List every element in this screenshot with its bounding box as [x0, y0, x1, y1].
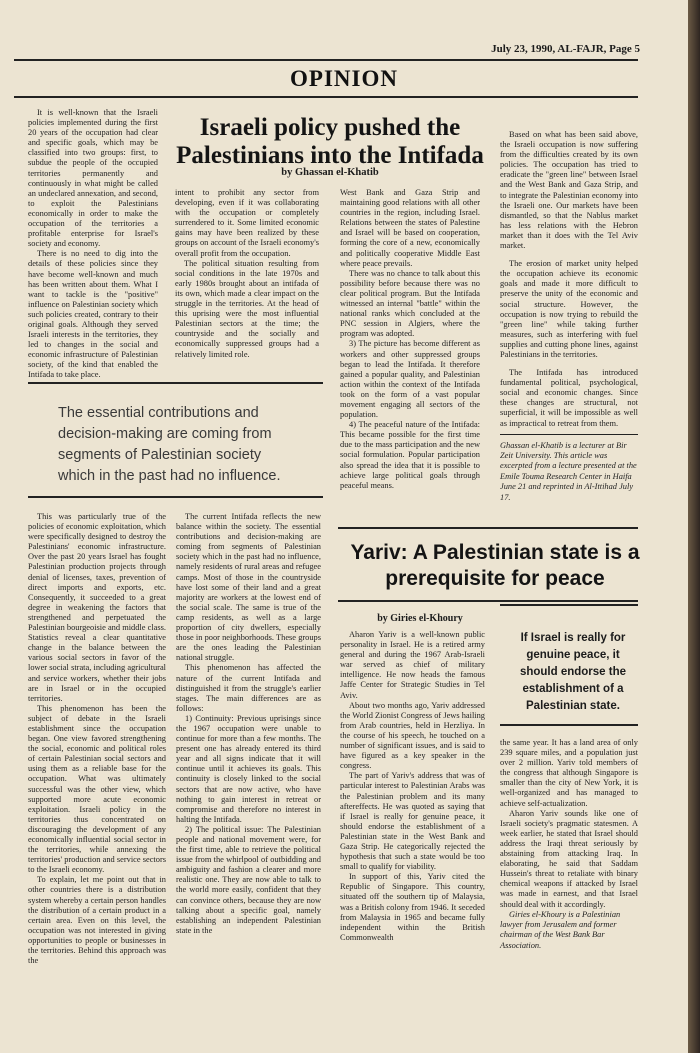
article1-byline: by Ghassan el-Khatib	[281, 167, 379, 178]
article1-column-3	[340, 188, 480, 491]
paragraph: the same year. It has a land area of only 239 square miles, and a population just over 2 million. Yariv told members of the congress that although Singapore is smaller than the city of New York, it is well-organized and has managed to achieve self-actualization.	[500, 738, 638, 808]
paragraph: The part of Yariv's address that was of particular interest to Palestinian Arabs was the Palestinian problem and its many aftereffects. He was quoted as saying that if Israel is really for genuine peace, it should endorse the establishment of a Palestinian state in the West Bank and Gaza Strip. He categorically rejected the hypothesis that such a state would be too small to qualify for viability.	[340, 771, 485, 872]
paragraph: 2) The political issue: The Palestinian people and national movement were, for the first time, able to retrieve the political issue from the whirlpool of outbidding and ambiguity and fashion a clearer and more realistic one. They are now able to talk to the world more easily, confident that they can convince others, because they are now talking about a specific goal, namely establishing an independent Palestinian state in the	[176, 824, 321, 935]
paragraph: It is well-known that the Israeli policies implemented during the first 20 years of the occupation had clear and specific goals, which may be classified into two groups: first, to subdue the people of the occupied territories permanently and continuously in what might be called an undeclared annexation, and second, to exploit the Palestinians economically in order to make the occupation of the territories a profitable enterprise for Israel's society and economy.	[28, 108, 158, 249]
article2-top-rule	[338, 527, 638, 529]
article1-lower-column-2	[176, 512, 321, 936]
article1-column-2	[175, 188, 319, 360]
header-rule	[14, 59, 638, 61]
article1-pull-quote: The essential contributions and decision-making are coming from segments of Palestinian society which in the past had no influence.	[58, 405, 281, 484]
pullquote-top-rule	[28, 382, 323, 384]
paragraph: In support of this, Yariv cited the Republic of Singapore. This country, situated off the southern tip of Malaysia, was a British colony from 1946. It seceded from Malaysia in 1965 and became fully independent within the British Commonwealth	[340, 872, 485, 942]
article1-author-bio: Ghassan el-Khatib is a lecturer at Bir Zeit University. This article was excerpted from a lecture presented at the Emile Touma Research Center in Haifa June 21 and reprinted in Al-Ittihad July 17.	[500, 440, 637, 502]
article1-column-4	[500, 130, 638, 503]
article1-headline: Israeli policy pushed the Palestinians into the Intifada	[176, 114, 484, 169]
paragraph: The current Intifada reflects the new balance within the society. The essential contributions and decision-making are coming from segments of Palestinian society which in the past had no influence, namely residents of rural areas and refugee camps. Most of those in the countryside have lost some of their land and a great majority are workers at the lowest end of the social scale. The same is true of the camp residents, as well as a large proportion of city dwellers, especially those in poor neighborhoods. These groups are the ones leading the Palestinian national struggle.	[176, 512, 321, 663]
article2-column-1	[340, 630, 485, 943]
paragraph: intent to prohibit any sector from developing, even if it was collaborating with the occupation or completely surrendered to it. Some limited economic gains may have been realized by these groups on account of the Israeli economy's overall profit from the occupation.	[175, 188, 319, 258]
pull2-top-rule	[500, 604, 638, 606]
paragraph: 4) The peaceful nature of the Intifada: This became possible for the first time due to the mass participation and the new social formulation. Popular participation also spread the idea that it is possible to achieve large political goals through peaceful means.	[340, 420, 480, 490]
article2-headline: Yariv: A Palestinian state is a prerequisite for peace	[350, 541, 640, 590]
paragraph: Aharon Yariv sounds like one of Israeli society's pragmatic statesmen. A week earlier, he stated that Israel should address the Iraqi threat seriously by abstaining from attacking Iraq. In elaborating, he said that Saddam Hussein's threat to retaliate with binary chemical weapons if attacked by Israel was made in earnest, and that Israel should deal with it accordingly.	[500, 808, 638, 909]
paragraph: This phenomenon has been the subject of debate in the Israeli establishment since the occupation began. One view favored strengthening the social, economic and political roles of certain Palestinian social sectors and using them as a reliable base for the occupation. What was ultimately successful was the other view, which supported more acute economic exploitation. Israeli policy in the territories thus concentrated on discouraging the development of any economically influential social sector in the territories, while annexing the territories' production and service sectors to the Israeli economy.	[28, 703, 166, 875]
paragraph: West Bank and Gaza Strip and maintaining good relations with all other countries in the region, including Israel. Relations between the states of Palestine and Israel will be based on cooperation, forming the core of a new, economically and politically cooperative Middle East where peace prevails.	[340, 188, 480, 268]
paragraph: The Intifada has introduced fundamental political, psychological, social and economic changes. Since these changes are structural, not superficial, it will be impossible as well as impractical to retreat from them.	[500, 368, 638, 428]
paragraph: Based on what has been said above, the Israeli occupation is now suffering from the difficulties created by its own policies. The occupation has tried to eradicate the "green line" between Israel and the West Bank and Gaza Strip, and to integrate the Palestinian economy into the Israeli one. Our markets have been dismantled, so that the Nablus market has less relations with the Hebron market than it does with the Tel Aviv market.	[500, 130, 638, 251]
paragraph: There was no chance to talk about this possibility before because there was no clear political program. But the Intifada witnessed an internal "battle" within the national ranks which concluded at the PNC session in Algiers, where the program was adopted.	[340, 268, 480, 339]
article2-headline-rule	[338, 600, 638, 602]
article1-column-1	[28, 108, 158, 381]
article2-pull-quote: If Israel is really for genuine peace, it should endorse the establishment of a Palestinian state.	[519, 632, 627, 712]
article2-author-bio: Giries el-Khoury is a Palestinian lawyer from Jerusalem and former chairman of the West Bank Bar Association.	[500, 909, 621, 950]
paragraph: About two months ago, Yariv addressed the World Zionist Congress of Jews hailing from Arab countries, held in Herzliya. In the course of his speech, he touched on a number of significant issues, and is said to have figured as a key speaker in the congress.	[340, 700, 485, 771]
paragraph: There is no need to dig into the details of these policies since they have become well-known and much has been written about them. What I want to tackle is the "positive" influence on Palestinian society which such policies created, contrary to their original goals. Although they served Israeli interests in the territories, they led to changes in the social and economic infrastructure of Palestinian society, of the kind that enabled the Intifada to take place.	[28, 249, 158, 380]
section-rule	[14, 96, 638, 98]
section-title: OPINION	[290, 66, 398, 91]
paragraph: The political situation resulting from social conditions in the late 1970s and early 1980s brought about an intifada of its own, which made a clear impact on the struggle in the territories. At the head of this uprising were the most influential Palestinian sectors at the time; the countryside and the socially and economically suppressed groups had a relatively limited role.	[175, 258, 319, 359]
article2-byline: by Giries el-Khoury	[377, 613, 463, 624]
article1-lower-column-1	[28, 512, 166, 966]
paragraph: This was particularly true of the policies of economic exploitation, which were specifically designed to destroy the Palestinians' economic infrastructure. Over the past 20 years Israel has fought Palestinian production projects through denial of licenses, taxes, prevention of direct imports and exports, etc. Consequently, it succeeded to a great degree in weakening the factors that strengthened and perpetuated the Palestinian bourgeoisie and middle class. Statistics reveal a clear quantitative change in the balance between the various social sectors in favor of the lower social strata, including agricultural and service workers, whether their jobs are in Israel or in the occupied territories.	[28, 512, 166, 703]
paragraph: Aharon Yariv is a well-known public personality in Israel. He is a retired army general and during the 1967 Arab-Israeli war served as chief of military intelligence. He now heads the famous Jaffe Center for Strategic Studies in Tel Aviv.	[340, 630, 485, 700]
paragraph: The erosion of market unity helped the occupation achieve its economic goals and made it more difficult to preserve the unity of the economic and social structure. However, the occupation is now trying to rebuild the "green line" while taking further measures, such as interfering with fuel supplies and cutting phone lines, against Palestinians in the territories.	[500, 259, 638, 359]
article2-column-2	[500, 738, 638, 951]
page-dateline: July 23, 1990, AL-FAJR, Page 5	[491, 43, 640, 55]
bio-rule	[500, 434, 638, 435]
paragraph: 1) Continuity: Previous uprisings since the 1967 occupation were unable to continue for more than a few months. The present one has already entered its third year and all signs indicate that it will continue until it achieves its goals. This continuity is closely linked to the social sectors that are now active, who have nothing to gain interest in retreat or compromise and therefore no interest in halting the Intifada.	[176, 713, 321, 824]
pull2-bottom-rule	[500, 724, 638, 726]
paragraph: This phenomenon has affected the nature of the current Intifada and distinguished it from the struggle's earlier stages. The main differences are as follows:	[176, 663, 321, 713]
paragraph: To explain, let me point out that in other countries there is a distribution system whereby a certain person handles the distribution of a certain product in a certain area. Even on this level, the occupation was not interested in giving opportunities to people or businesses in the territories. Behind this approach was the	[28, 875, 166, 966]
binding-edge	[688, 0, 700, 1053]
pullquote-bottom-rule	[28, 496, 323, 498]
paragraph: 3) The picture has become different as workers and other suppressed groups began to lead the Intifada. It therefore gained a popular quality, and Palestinian action within the context of the Intifada took on the form of a vast popular movement engaging all sectors of the population.	[340, 339, 480, 420]
